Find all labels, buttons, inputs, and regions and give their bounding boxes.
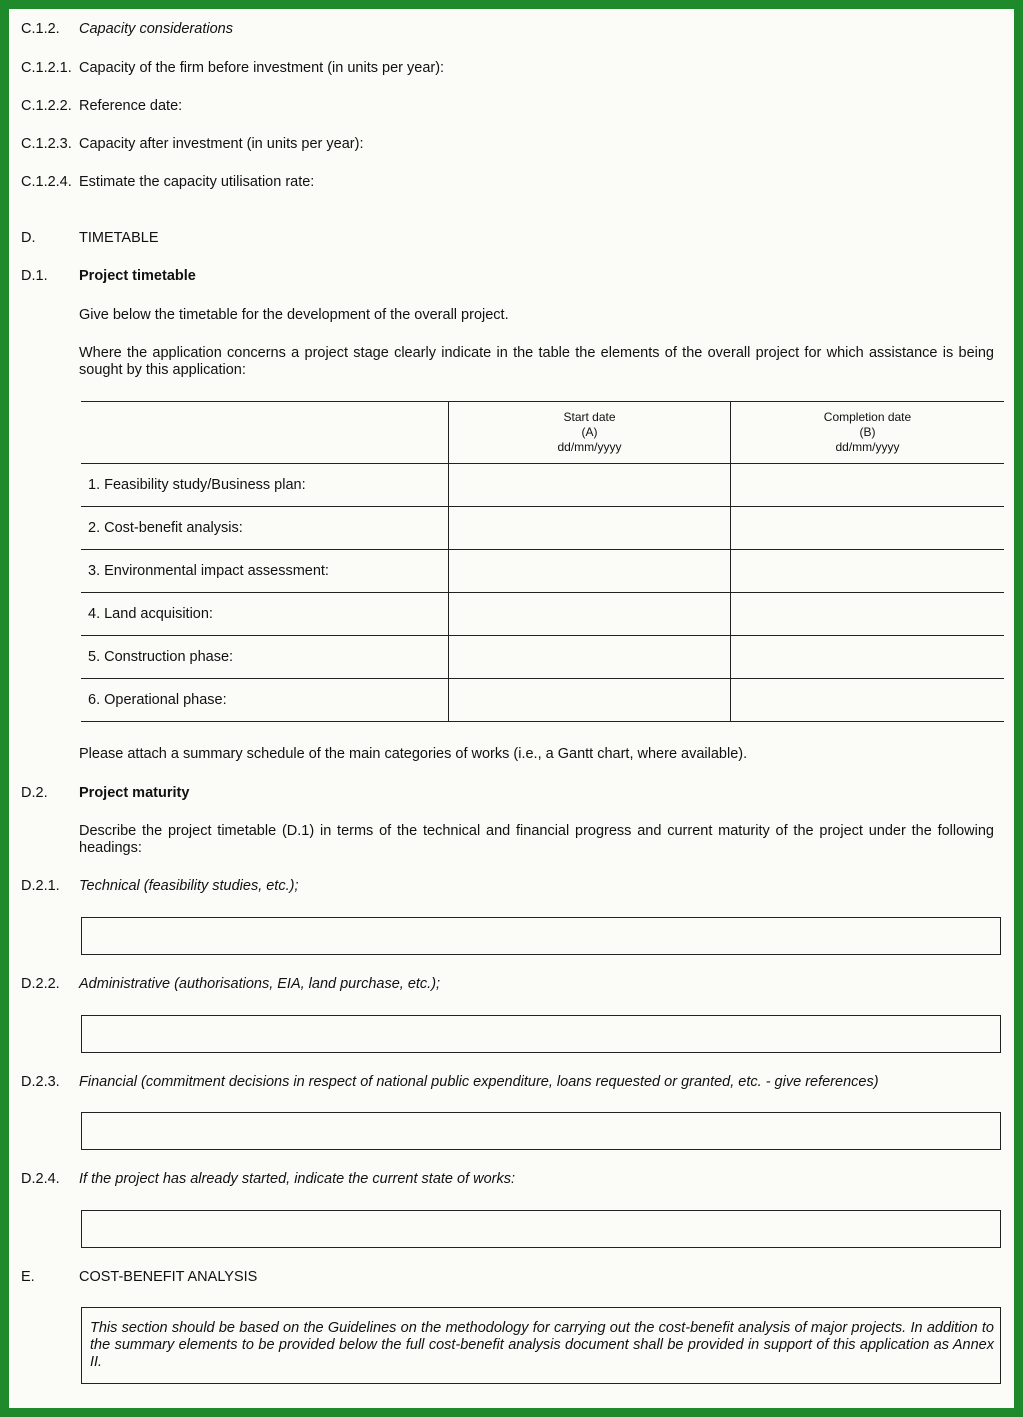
completion-date-cell[interactable]	[731, 550, 1005, 593]
administrative-answer-box[interactable]	[81, 1015, 1001, 1053]
row-label: 3. Environmental impact assessment:	[81, 550, 449, 593]
start-date-header	[449, 402, 731, 464]
header-line: Completion date	[823, 410, 912, 424]
section-text: Administrative (authorisations, EIA, land purchase, etc.);	[79, 976, 441, 992]
section-text: Reference date:	[79, 98, 183, 114]
section-title: COST-BENEFIT ANALYSIS	[79, 1269, 258, 1285]
table-row	[81, 507, 1004, 550]
completion-date-cell[interactable]	[731, 679, 1005, 722]
section-number: E.	[21, 1269, 35, 1285]
section-number: D.2.1.	[21, 878, 60, 894]
start-date-cell[interactable]	[449, 593, 731, 636]
completion-date-header	[731, 402, 1005, 464]
section-number: C.1.2.2.	[21, 98, 72, 114]
section-text: Capacity after investment (in units per year):	[79, 136, 364, 152]
section-text: Estimate the capacity utilisation rate:	[79, 174, 315, 190]
paragraph: Give below the timetable for the development of the overall project.	[79, 307, 509, 323]
section-number: C.1.2.	[21, 21, 60, 37]
section-title: TIMETABLE	[79, 230, 159, 246]
section-number: C.1.2.3.	[21, 136, 72, 152]
completion-date-cell[interactable]	[731, 636, 1005, 679]
table-row	[81, 593, 1004, 636]
header-line: dd/mm/yyyy	[835, 440, 900, 454]
section-number: D.2.4.	[21, 1171, 60, 1187]
header-line: (B)	[859, 425, 876, 439]
section-number: D.	[21, 230, 36, 246]
timetable-table	[81, 401, 1004, 722]
start-date-cell[interactable]	[449, 507, 731, 550]
row-label: 1. Feasibility study/Business plan:	[81, 464, 449, 507]
works-state-answer-box[interactable]	[81, 1210, 1001, 1248]
start-date-cell[interactable]	[449, 636, 731, 679]
document-page	[9, 9, 1014, 1408]
paragraph: Where the application concerns a project stage clearly indicate in the table the elements of the overall project for which assistance is being sought by this application:	[79, 345, 994, 378]
section-number: D.2.	[21, 785, 48, 801]
table-header-row	[81, 402, 1004, 464]
section-text: Capacity of the firm before investment (in units per year):	[79, 60, 445, 76]
paragraph: Describe the project timetable (D.1) in terms of the technical and financial progress and current maturity of the project under the following headings:	[79, 823, 994, 856]
section-text: If the project has already started, indicate the current state of works:	[79, 1171, 516, 1187]
cba-note-box: This section should be based on the Guidelines on the methodology for carrying out the cost-benefit analysis of major projects. In addition to the summary elements to be provided below the full cost-benefit analysis document shall be provided in support of this application as Annex II.	[81, 1307, 1001, 1384]
table-row	[81, 636, 1004, 679]
row-label: 5. Construction phase:	[81, 636, 449, 679]
row-label: 6. Operational phase:	[81, 679, 449, 722]
section-title: Capacity considerations	[79, 21, 233, 37]
section-number: C.1.2.4.	[21, 174, 72, 190]
financial-answer-box[interactable]	[81, 1112, 1001, 1150]
technical-answer-box[interactable]	[81, 917, 1001, 955]
table-row	[81, 679, 1004, 722]
table-row	[81, 464, 1004, 507]
completion-date-cell[interactable]	[731, 593, 1005, 636]
completion-date-cell[interactable]	[731, 464, 1005, 507]
row-label: 2. Cost-benefit analysis:	[81, 507, 449, 550]
section-text: Financial (commitment decisions in respect of national public expenditure, loans requested or granted, etc. - give references)	[79, 1074, 879, 1090]
table-header-blank	[81, 402, 449, 464]
start-date-cell[interactable]	[449, 679, 731, 722]
section-number: D.1.	[21, 268, 48, 284]
section-title: Project maturity	[79, 785, 190, 801]
start-date-cell[interactable]	[449, 464, 731, 507]
completion-date-cell[interactable]	[731, 507, 1005, 550]
section-title: Project timetable	[79, 268, 196, 284]
header-line: dd/mm/yyyy	[557, 440, 622, 454]
header-line: (A)	[581, 425, 598, 439]
section-number: D.2.3.	[21, 1074, 60, 1090]
section-number: D.2.2.	[21, 976, 60, 992]
table-row	[81, 550, 1004, 593]
section-text: Technical (feasibility studies, etc.);	[79, 878, 299, 894]
section-number: C.1.2.1.	[21, 60, 72, 76]
start-date-cell[interactable]	[449, 550, 731, 593]
header-line: Start date	[563, 410, 616, 424]
paragraph: Please attach a summary schedule of the main categories of works (i.e., a Gantt chart, where available).	[79, 746, 748, 762]
row-label: 4. Land acquisition:	[81, 593, 449, 636]
